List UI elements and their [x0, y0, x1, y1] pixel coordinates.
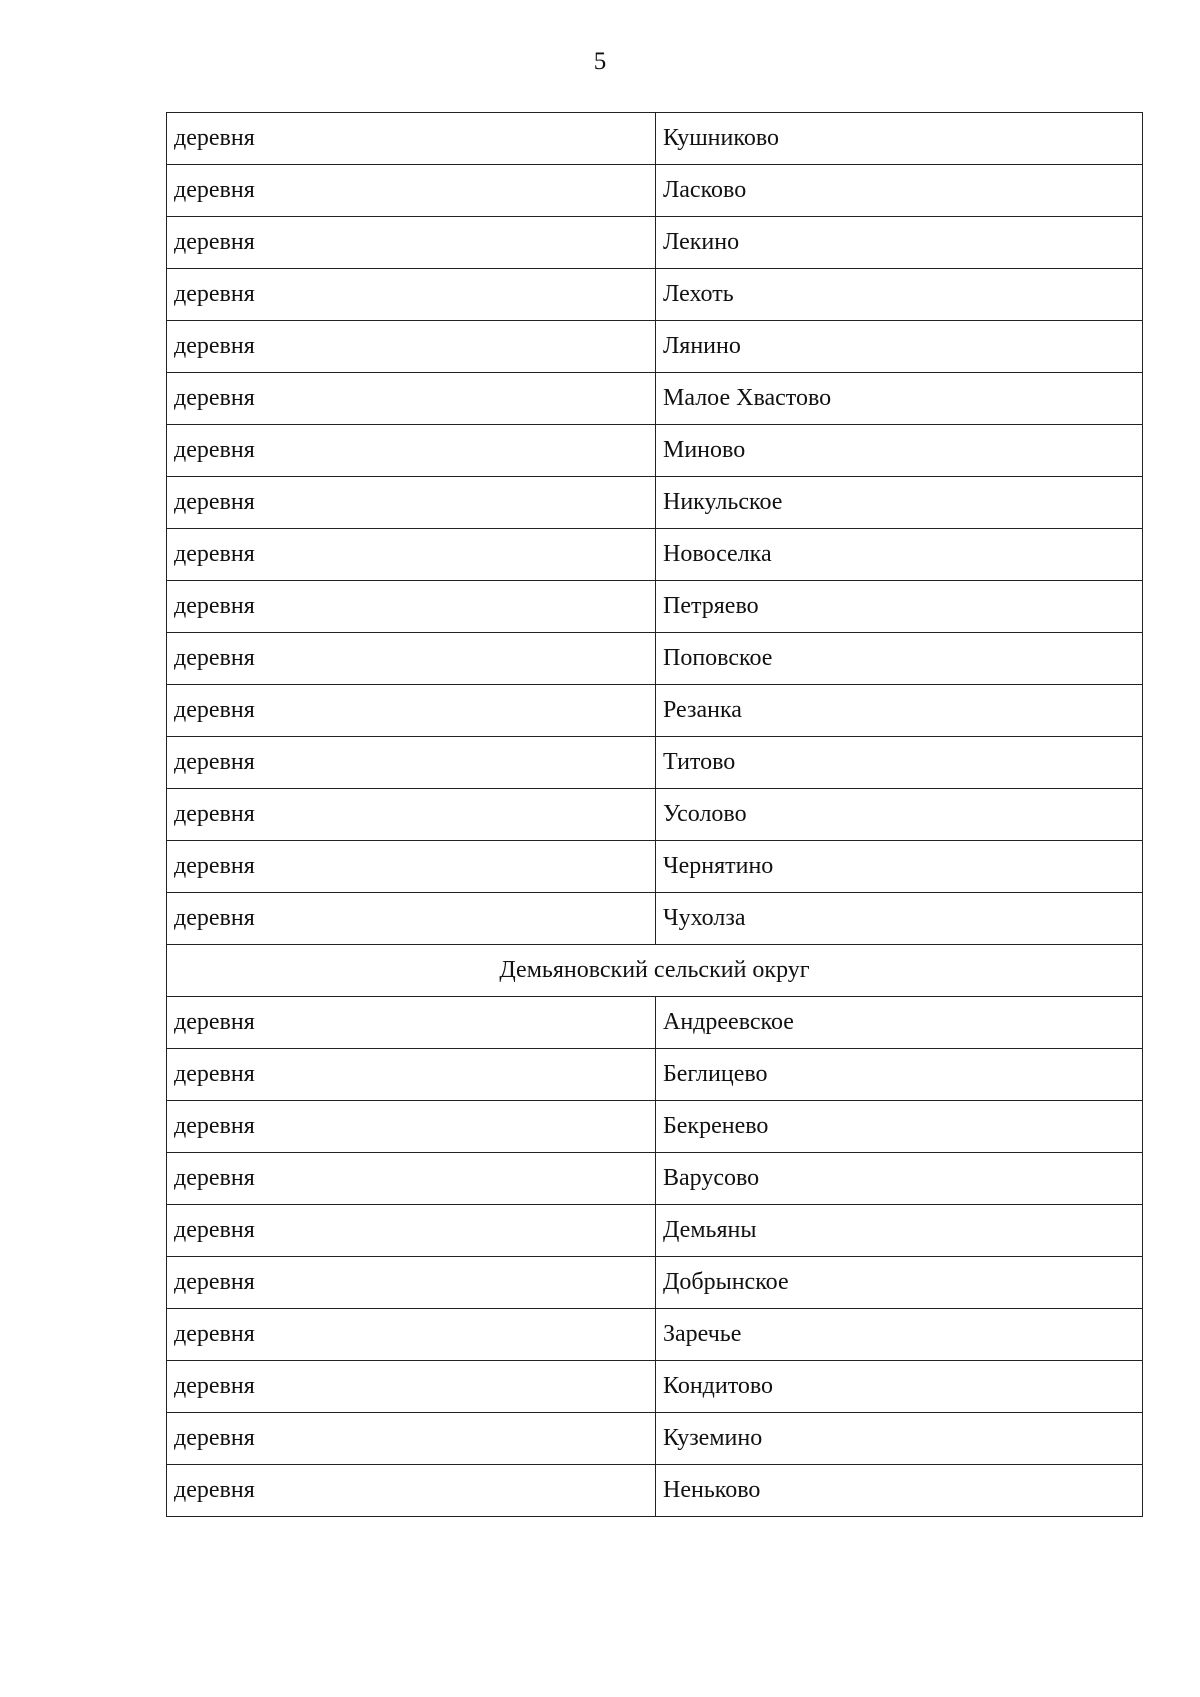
settlement-name-cell: Малое Хвастово: [656, 373, 1143, 425]
settlement-name-cell: Резанка: [656, 685, 1143, 737]
settlement-type-cell: деревня: [167, 477, 656, 529]
settlement-name-cell: Бекренево: [656, 1101, 1143, 1153]
settlement-name-cell: Лекино: [656, 217, 1143, 269]
table-row: [167, 893, 1143, 945]
settlement-name-cell: Петряево: [656, 581, 1143, 633]
settlement-type-cell: деревня: [167, 425, 656, 477]
table-row: [167, 1309, 1143, 1361]
settlement-type-cell: деревня: [167, 1101, 656, 1153]
table-row: [167, 581, 1143, 633]
section-heading-row: [167, 945, 1143, 997]
settlement-name-cell: Куземино: [656, 1413, 1143, 1465]
settlement-name-cell: Никульское: [656, 477, 1143, 529]
table-row: [167, 737, 1143, 789]
settlement-type-cell: деревня: [167, 529, 656, 581]
settlement-name-cell: Кушниково: [656, 113, 1143, 165]
settlement-type-cell: деревня: [167, 1361, 656, 1413]
table-row: [167, 1153, 1143, 1205]
settlement-name-cell: Андреевское: [656, 997, 1143, 1049]
table-row: [167, 321, 1143, 373]
settlement-name-cell: Демьяны: [656, 1205, 1143, 1257]
settlement-type-cell: деревня: [167, 841, 656, 893]
settlement-name-cell: Беглицево: [656, 1049, 1143, 1101]
table-row: [167, 1049, 1143, 1101]
page-number: 5: [593, 48, 607, 75]
settlements-table-body: [167, 113, 1143, 1517]
table-row: [167, 477, 1143, 529]
settlement-type-cell: деревня: [167, 633, 656, 685]
settlement-name-cell: Чухолза: [656, 893, 1143, 945]
settlement-type-cell: деревня: [167, 217, 656, 269]
settlement-name-cell: Кондитово: [656, 1361, 1143, 1413]
settlement-type-cell: деревня: [167, 165, 656, 217]
table-row: [167, 425, 1143, 477]
table-row: [167, 997, 1143, 1049]
settlement-type-cell: деревня: [167, 321, 656, 373]
settlement-type-cell: деревня: [167, 685, 656, 737]
settlement-name-cell: Новоселка: [656, 529, 1143, 581]
settlement-name-cell: Лянино: [656, 321, 1143, 373]
settlement-type-cell: деревня: [167, 789, 656, 841]
table-row: [167, 529, 1143, 581]
settlement-name-cell: Неньково: [656, 1465, 1143, 1517]
settlement-type-cell: деревня: [167, 1413, 656, 1465]
settlements-table: [166, 112, 1143, 1517]
table-row: [167, 633, 1143, 685]
table-row: [167, 1205, 1143, 1257]
settlement-type-cell: деревня: [167, 1257, 656, 1309]
settlement-name-cell: Поповское: [656, 633, 1143, 685]
table-row: [167, 269, 1143, 321]
settlement-type-cell: деревня: [167, 1465, 656, 1517]
settlement-type-cell: деревня: [167, 1309, 656, 1361]
table-row: [167, 113, 1143, 165]
table-row: [167, 165, 1143, 217]
settlement-name-cell: Миново: [656, 425, 1143, 477]
settlement-type-cell: деревня: [167, 737, 656, 789]
settlement-type-cell: деревня: [167, 1049, 656, 1101]
table-row: [167, 1101, 1143, 1153]
settlement-type-cell: деревня: [167, 269, 656, 321]
settlement-type-cell: деревня: [167, 373, 656, 425]
settlement-name-cell: Усолово: [656, 789, 1143, 841]
table-row: [167, 789, 1143, 841]
settlement-type-cell: деревня: [167, 997, 656, 1049]
settlement-name-cell: Заречье: [656, 1309, 1143, 1361]
table-row: [167, 1465, 1143, 1517]
settlement-type-cell: деревня: [167, 581, 656, 633]
settlement-name-cell: Добрынское: [656, 1257, 1143, 1309]
table-row: [167, 373, 1143, 425]
settlement-name-cell: Чернятино: [656, 841, 1143, 893]
settlement-type-cell: деревня: [167, 1153, 656, 1205]
settlement-name-cell: Титово: [656, 737, 1143, 789]
table-row: [167, 1361, 1143, 1413]
table-row: [167, 1257, 1143, 1309]
settlement-name-cell: Ласково: [656, 165, 1143, 217]
settlement-type-cell: деревня: [167, 893, 656, 945]
settlement-name-cell: Варусово: [656, 1153, 1143, 1205]
settlement-name-cell: Лехоть: [656, 269, 1143, 321]
table-row: [167, 217, 1143, 269]
table-row: [167, 685, 1143, 737]
table-row: [167, 841, 1143, 893]
settlement-type-cell: деревня: [167, 1205, 656, 1257]
table-row: [167, 1413, 1143, 1465]
settlement-type-cell: деревня: [167, 113, 656, 165]
section-heading: Демьяновский сельский округ: [167, 945, 1143, 997]
